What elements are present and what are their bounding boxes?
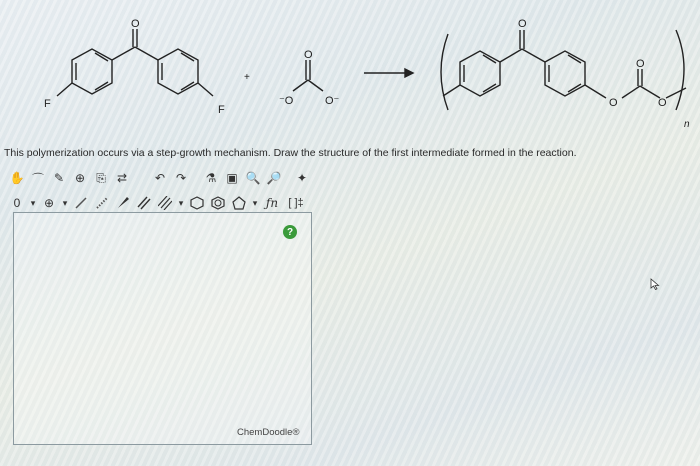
carbonate-o-top: O: [304, 49, 313, 61]
wedge-bond-icon[interactable]: [114, 194, 132, 212]
wedge-bond-svg: [116, 196, 130, 210]
pentagon-svg: [232, 196, 246, 210]
double-bond-icon[interactable]: [135, 194, 153, 212]
plus-charge-icon[interactable]: ⊕: [43, 196, 55, 210]
reaction-arrow: [364, 69, 413, 77]
clean-icon[interactable]: ✦: [296, 171, 308, 185]
hand-icon[interactable]: ✋: [9, 171, 25, 185]
product-ether-o-2: O: [658, 97, 667, 109]
template-icon[interactable]: ⚗: [205, 171, 217, 185]
toolbar-spacer-2: [193, 169, 199, 187]
function-n-icon[interactable]: ƒn: [265, 196, 279, 210]
fluorine-right-label: F: [218, 104, 225, 116]
repeat-subscript-n: n: [684, 119, 690, 130]
mouse-cursor-icon: [650, 278, 660, 290]
zoom-out-icon[interactable]: 🔎: [266, 171, 282, 185]
eraser-icon[interactable]: ✎: [53, 171, 65, 185]
save-icon[interactable]: ▣: [226, 171, 238, 185]
copy-icon[interactable]: ⎘: [96, 170, 106, 185]
toolbar-row-1: [8, 168, 311, 188]
plus-sign: +: [244, 72, 250, 83]
double-bond-svg: [137, 196, 151, 210]
lasso-icon[interactable]: ⌒: [31, 171, 44, 186]
bracket-right: [676, 30, 684, 110]
cyclohexane-icon[interactable]: [188, 194, 206, 212]
chevron-down-icon[interactable]: ▾: [30, 197, 36, 208]
question-prompt: This polymerization occurs via a step-growth mechanism. Draw the structure of the first intermediate formed in the reaction.: [4, 147, 577, 159]
benzene-svg: [211, 196, 225, 210]
single-bond-icon[interactable]: [72, 194, 90, 212]
hexagon-svg: [190, 196, 204, 210]
carbonate-o-right: O⁻: [325, 95, 340, 107]
drawing-canvas[interactable]: [13, 212, 312, 445]
reactant-difluorobenzophenone: [57, 29, 213, 96]
flip-icon[interactable]: ⇄: [116, 171, 128, 185]
benzene-ring-right: [158, 49, 198, 94]
toolbar-spacer: [134, 169, 148, 187]
redo-icon[interactable]: ↷: [175, 171, 187, 185]
reactant-carbonate: [293, 60, 323, 91]
reaction-scheme: [0, 0, 700, 140]
polymer-product: [441, 30, 686, 110]
undo-icon[interactable]: ↶: [154, 171, 166, 185]
benzene-icon[interactable]: [209, 194, 227, 212]
bracket-left: [441, 34, 448, 110]
hashed-bond-icon[interactable]: [93, 194, 111, 212]
zoom-in-icon[interactable]: 🔍: [245, 171, 261, 185]
product-ester-o: O: [636, 58, 645, 70]
hashed-bond-svg: [95, 196, 109, 210]
chevron-down-icon[interactable]: ▾: [62, 197, 68, 208]
product-carbonyl-o: O: [518, 18, 527, 30]
center-icon[interactable]: ⊕: [74, 171, 86, 185]
triple-bond-icon[interactable]: [156, 194, 174, 212]
carbonyl-o-label: O: [131, 18, 140, 30]
charge-value[interactable]: 0: [13, 196, 21, 210]
product-ether-o: O: [609, 97, 618, 109]
benzene-ring-left: [72, 49, 112, 94]
triple-bond-svg: [158, 196, 172, 210]
cyclopentane-icon[interactable]: [230, 194, 248, 212]
chevron-down-icon[interactable]: ▾: [178, 197, 184, 208]
single-bond-svg: [74, 196, 88, 210]
fluorine-left-label: F: [44, 98, 51, 110]
chemdoodle-brand: ChemDoodle®: [237, 427, 300, 438]
help-button[interactable]: ?: [283, 225, 297, 239]
toolbar-row-2: [8, 193, 307, 213]
carbonate-o-left: ⁻O: [279, 95, 294, 107]
toolbar-spacer-3: [286, 169, 290, 187]
chevron-down-icon[interactable]: ▾: [252, 197, 258, 208]
bracket-icon[interactable]: [ ]‡: [288, 197, 304, 209]
